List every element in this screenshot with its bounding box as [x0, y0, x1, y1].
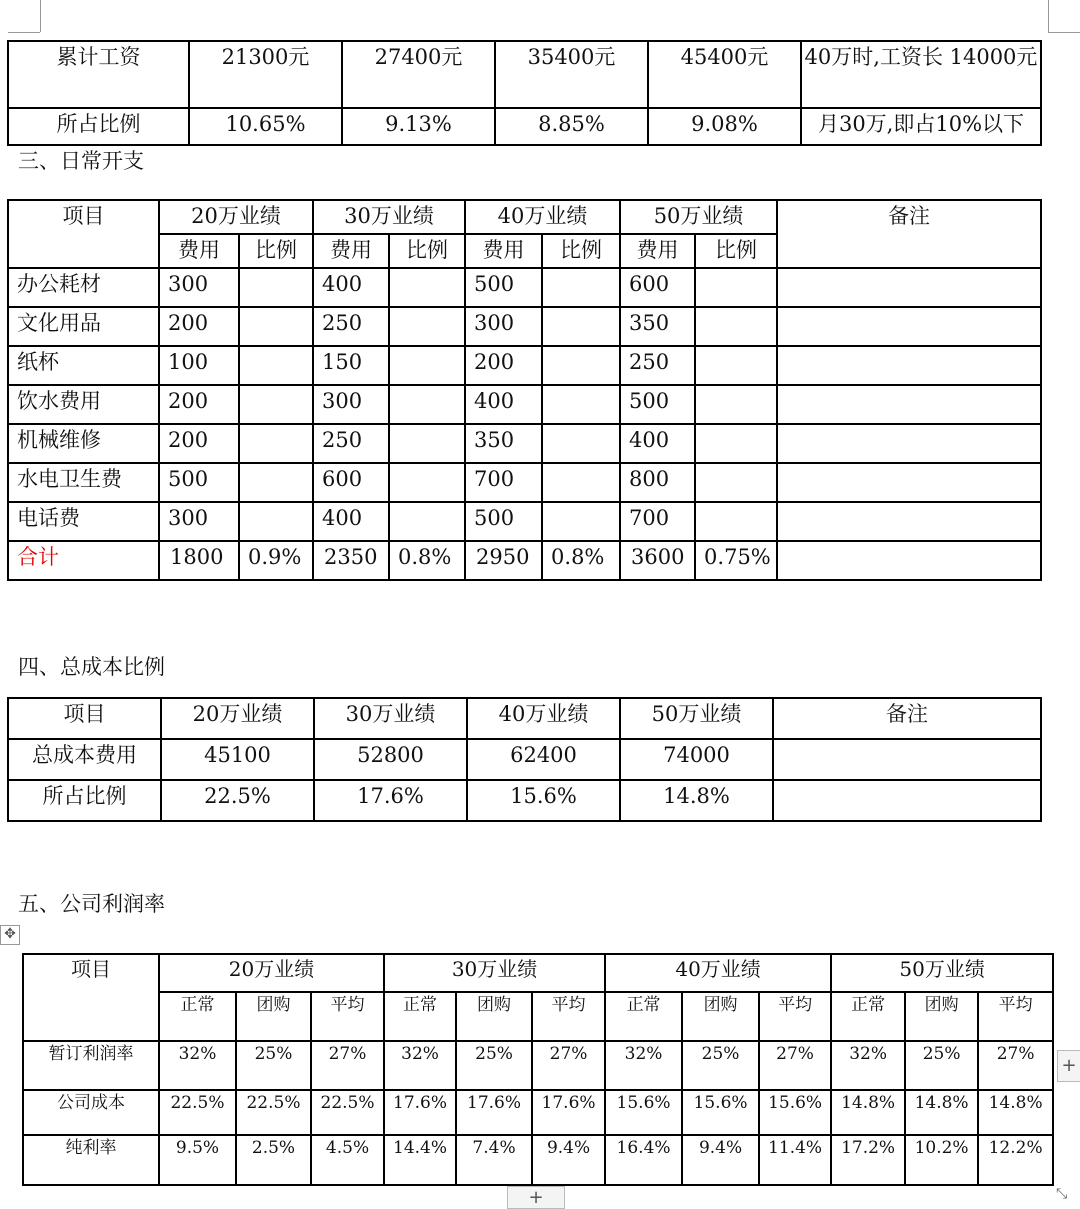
table-cell	[773, 739, 1041, 780]
ratio-cell	[542, 307, 620, 346]
row-label: 总成本费用	[8, 739, 161, 780]
fee-cell: 1800	[159, 541, 239, 580]
fee-cell: 250	[313, 307, 389, 346]
remark-cell	[777, 541, 1041, 580]
ratio-cell	[695, 502, 777, 541]
column-header-group: 30万业绩	[384, 954, 605, 992]
table-cell: 9.4%	[682, 1135, 759, 1185]
fee-cell: 700	[465, 463, 542, 502]
table-row	[8, 463, 1041, 502]
table-cell: 10.65%	[189, 108, 342, 145]
fee-cell: 2350	[313, 541, 389, 580]
page-corner-mark	[40, 0, 41, 32]
fee-cell: 300	[159, 268, 239, 307]
subheader-cell: 团购	[456, 992, 532, 1041]
subheader-fee: 费用	[620, 234, 695, 268]
table-row	[8, 739, 1041, 780]
table-cell: 62400	[467, 739, 620, 780]
table-cell: 17.6%	[384, 1090, 456, 1135]
table-cell: 11.4%	[759, 1135, 831, 1185]
subheader-fee: 费用	[313, 234, 389, 268]
fee-cell: 400	[313, 268, 389, 307]
subheader-fee: 费用	[159, 234, 239, 268]
fee-cell: 300	[313, 385, 389, 424]
ratio-cell	[389, 463, 465, 502]
table-cell: 27%	[978, 1041, 1053, 1090]
ratio-cell	[695, 424, 777, 463]
table-cell: 27%	[759, 1041, 831, 1090]
table-header-row	[8, 698, 1041, 739]
table-row	[8, 385, 1041, 424]
fee-cell: 150	[313, 346, 389, 385]
ratio-cell	[239, 502, 313, 541]
table-cell: 25%	[682, 1041, 759, 1090]
table-cell: 32%	[159, 1041, 236, 1090]
ratio-cell	[239, 385, 313, 424]
table-subheader-row	[23, 992, 1053, 1041]
ratio-cell	[542, 502, 620, 541]
table-cell: 14.8%	[905, 1090, 978, 1135]
subheader-cell: 平均	[532, 992, 605, 1041]
table-cell: 25%	[456, 1041, 532, 1090]
row-label: 电话费	[8, 502, 159, 541]
table-cell: 14.8%	[978, 1090, 1053, 1135]
fee-cell: 100	[159, 346, 239, 385]
table-cell: 27%	[532, 1041, 605, 1090]
subheader-cell: 团购	[682, 992, 759, 1041]
table-cell: 32%	[384, 1041, 456, 1090]
column-header: 项目	[8, 698, 161, 739]
table-cell: 45400元	[648, 41, 801, 108]
salary-table	[7, 40, 1042, 146]
table-cell	[773, 780, 1041, 821]
table-cell: 22.5%	[311, 1090, 384, 1135]
fee-cell: 800	[620, 463, 695, 502]
remark-cell	[777, 424, 1041, 463]
column-header-group: 40万业绩	[605, 954, 831, 992]
table-cell: 16.4%	[605, 1135, 682, 1185]
table-row	[8, 780, 1041, 821]
fee-cell: 500	[465, 502, 542, 541]
total-row	[8, 541, 1041, 580]
table-cell: 32%	[605, 1041, 682, 1090]
add-row-button[interactable]: +	[507, 1186, 565, 1209]
ratio-cell	[239, 268, 313, 307]
table-cell: 17.2%	[831, 1135, 905, 1185]
fee-cell: 600	[620, 268, 695, 307]
table-cell: 2.5%	[236, 1135, 311, 1185]
note-cell: 40万时,工资长 14000元	[801, 41, 1041, 108]
remark-cell	[777, 463, 1041, 502]
ratio-cell	[239, 346, 313, 385]
section-heading-expenses: 三、日常开支	[18, 149, 144, 173]
ratio-cell	[695, 463, 777, 502]
subheader-cell: 平均	[978, 992, 1053, 1041]
fee-cell: 200	[465, 346, 542, 385]
table-cell: 25%	[236, 1041, 311, 1090]
section-heading-profit-rate: 五、公司利润率	[18, 892, 165, 916]
table-header-row	[8, 200, 1041, 234]
ratio-cell	[695, 385, 777, 424]
column-header-group: 30万业绩	[313, 200, 465, 234]
row-label: 公司成本	[23, 1090, 159, 1135]
table-cell: 14.8%	[831, 1090, 905, 1135]
page-corner-mark	[8, 32, 40, 33]
fee-cell: 200	[159, 385, 239, 424]
fee-cell: 200	[159, 307, 239, 346]
table-row	[8, 268, 1041, 307]
add-column-button[interactable]: +	[1057, 1050, 1080, 1082]
ratio-cell	[389, 346, 465, 385]
ratio-cell: 0.8%	[542, 541, 620, 580]
subheader-cell: 平均	[311, 992, 384, 1041]
fee-cell: 250	[620, 346, 695, 385]
fee-cell: 200	[159, 424, 239, 463]
table-cell: 9.4%	[532, 1135, 605, 1185]
ratio-cell	[695, 346, 777, 385]
ratio-cell	[239, 463, 313, 502]
table-row	[8, 424, 1041, 463]
table-cell: 9.5%	[159, 1135, 236, 1185]
table-cell: 32%	[831, 1041, 905, 1090]
table-cell: 9.08%	[648, 108, 801, 145]
ratio-cell	[389, 385, 465, 424]
subheader-ratio: 比例	[695, 234, 777, 268]
fee-cell: 500	[159, 463, 239, 502]
subheader-ratio: 比例	[542, 234, 620, 268]
table-row	[23, 1041, 1053, 1090]
total-cost-table	[7, 697, 1042, 822]
row-label: 机械维修	[8, 424, 159, 463]
subheader-cell: 正常	[605, 992, 682, 1041]
fee-cell: 500	[465, 268, 542, 307]
column-header: 40万业绩	[467, 698, 620, 739]
table-cell: 17.6%	[532, 1090, 605, 1135]
fee-cell: 350	[620, 307, 695, 346]
ratio-cell	[542, 463, 620, 502]
note-cell: 月30万,即占10%以下	[801, 108, 1041, 145]
row-label: 暂订利润率	[23, 1041, 159, 1090]
table-cell: 7.4%	[456, 1135, 532, 1185]
ratio-cell	[239, 307, 313, 346]
fee-cell: 250	[313, 424, 389, 463]
ratio-cell	[542, 268, 620, 307]
ratio-cell	[239, 424, 313, 463]
ratio-cell	[542, 346, 620, 385]
subheader-cell: 正常	[159, 992, 236, 1041]
profit-rate-table	[22, 953, 1054, 1186]
column-header-remark: 备注	[777, 200, 1041, 268]
table-cell: 27400元	[342, 41, 495, 108]
subheader-cell: 正常	[831, 992, 905, 1041]
table-cell: 10.2%	[905, 1135, 978, 1185]
column-header-group: 20万业绩	[159, 200, 313, 234]
ratio-cell	[389, 307, 465, 346]
table-cell: 22.5%	[236, 1090, 311, 1135]
table-cell: 52800	[314, 739, 467, 780]
fee-cell: 350	[465, 424, 542, 463]
ratio-cell	[695, 268, 777, 307]
row-label: 合计	[8, 541, 159, 580]
table-cell: 35400元	[495, 41, 648, 108]
fee-cell: 3600	[620, 541, 695, 580]
table-cell: 12.2%	[978, 1135, 1053, 1185]
row-label: 办公耗材	[8, 268, 159, 307]
fee-cell: 400	[465, 385, 542, 424]
fee-cell: 2950	[465, 541, 542, 580]
subheader-cell: 团购	[905, 992, 978, 1041]
table-cell: 27%	[311, 1041, 384, 1090]
table-cell: 22.5%	[159, 1090, 236, 1135]
section-heading-total-cost: 四、总成本比例	[18, 655, 165, 679]
table-cell: 9.13%	[342, 108, 495, 145]
row-label: 纯利率	[23, 1135, 159, 1185]
page-corner-mark	[1048, 32, 1080, 33]
table-row	[8, 502, 1041, 541]
ratio-cell: 0.8%	[389, 541, 465, 580]
fee-cell: 300	[159, 502, 239, 541]
fee-cell: 500	[620, 385, 695, 424]
table-cell: 17.6%	[314, 780, 467, 821]
row-label: 饮水费用	[8, 385, 159, 424]
column-header-group: 50万业绩	[831, 954, 1053, 992]
ratio-cell: 0.9%	[239, 541, 313, 580]
ratio-cell	[542, 385, 620, 424]
row-label: 累计工资	[8, 41, 189, 108]
table-row	[8, 307, 1041, 346]
table-row	[23, 1135, 1053, 1185]
table-cell: 17.6%	[456, 1090, 532, 1135]
remark-cell	[777, 385, 1041, 424]
fee-cell: 400	[620, 424, 695, 463]
table-row	[8, 346, 1041, 385]
row-label: 所占比例	[8, 780, 161, 821]
table-cell: 15.6%	[759, 1090, 831, 1135]
remark-cell	[777, 307, 1041, 346]
table-row	[8, 41, 1041, 108]
table-row	[23, 1090, 1053, 1135]
subheader-cell: 团购	[236, 992, 311, 1041]
remark-cell	[777, 268, 1041, 307]
fee-cell: 600	[313, 463, 389, 502]
table-cell: 4.5%	[311, 1135, 384, 1185]
subheader-fee: 费用	[465, 234, 542, 268]
table-header-row	[23, 954, 1053, 992]
column-header-item: 项目	[23, 954, 159, 1041]
subheader-ratio: 比例	[389, 234, 465, 268]
table-cell: 22.5%	[161, 780, 314, 821]
subheader-cell: 正常	[384, 992, 456, 1041]
table-cell: 25%	[905, 1041, 978, 1090]
move-icon[interactable]: ✥	[0, 925, 20, 945]
row-label: 文化用品	[8, 307, 159, 346]
table-row	[8, 108, 1041, 145]
table-cell: 15.6%	[605, 1090, 682, 1135]
fee-cell: 700	[620, 502, 695, 541]
column-header: 50万业绩	[620, 698, 773, 739]
column-header: 30万业绩	[314, 698, 467, 739]
subheader-cell: 平均	[759, 992, 831, 1041]
table-cell: 21300元	[189, 41, 342, 108]
table-cell: 14.8%	[620, 780, 773, 821]
table-cell: 74000	[620, 739, 773, 780]
fee-cell: 400	[313, 502, 389, 541]
column-header: 备注	[773, 698, 1041, 739]
table-cell: 14.4%	[384, 1135, 456, 1185]
table-cell: 45100	[161, 739, 314, 780]
table-cell: 8.85%	[495, 108, 648, 145]
subheader-ratio: 比例	[239, 234, 313, 268]
row-label: 所占比例	[8, 108, 189, 145]
ratio-cell	[389, 502, 465, 541]
ratio-cell	[542, 424, 620, 463]
fee-cell: 300	[465, 307, 542, 346]
ratio-cell	[389, 424, 465, 463]
table-cell: 15.6%	[682, 1090, 759, 1135]
row-label: 水电卫生费	[8, 463, 159, 502]
column-header: 20万业绩	[161, 698, 314, 739]
ratio-cell: 0.75%	[695, 541, 777, 580]
resize-icon[interactable]: ⤡	[1056, 1186, 1068, 1202]
table-cell: 15.6%	[467, 780, 620, 821]
daily-expense-table	[7, 199, 1042, 581]
column-header-item: 项目	[8, 200, 159, 268]
row-label: 纸杯	[8, 346, 159, 385]
column-header-group: 20万业绩	[159, 954, 384, 992]
remark-cell	[777, 502, 1041, 541]
ratio-cell	[389, 268, 465, 307]
column-header-group: 40万业绩	[465, 200, 620, 234]
column-header-group: 50万业绩	[620, 200, 777, 234]
remark-cell	[777, 346, 1041, 385]
page-corner-mark	[1048, 0, 1049, 32]
ratio-cell	[695, 307, 777, 346]
